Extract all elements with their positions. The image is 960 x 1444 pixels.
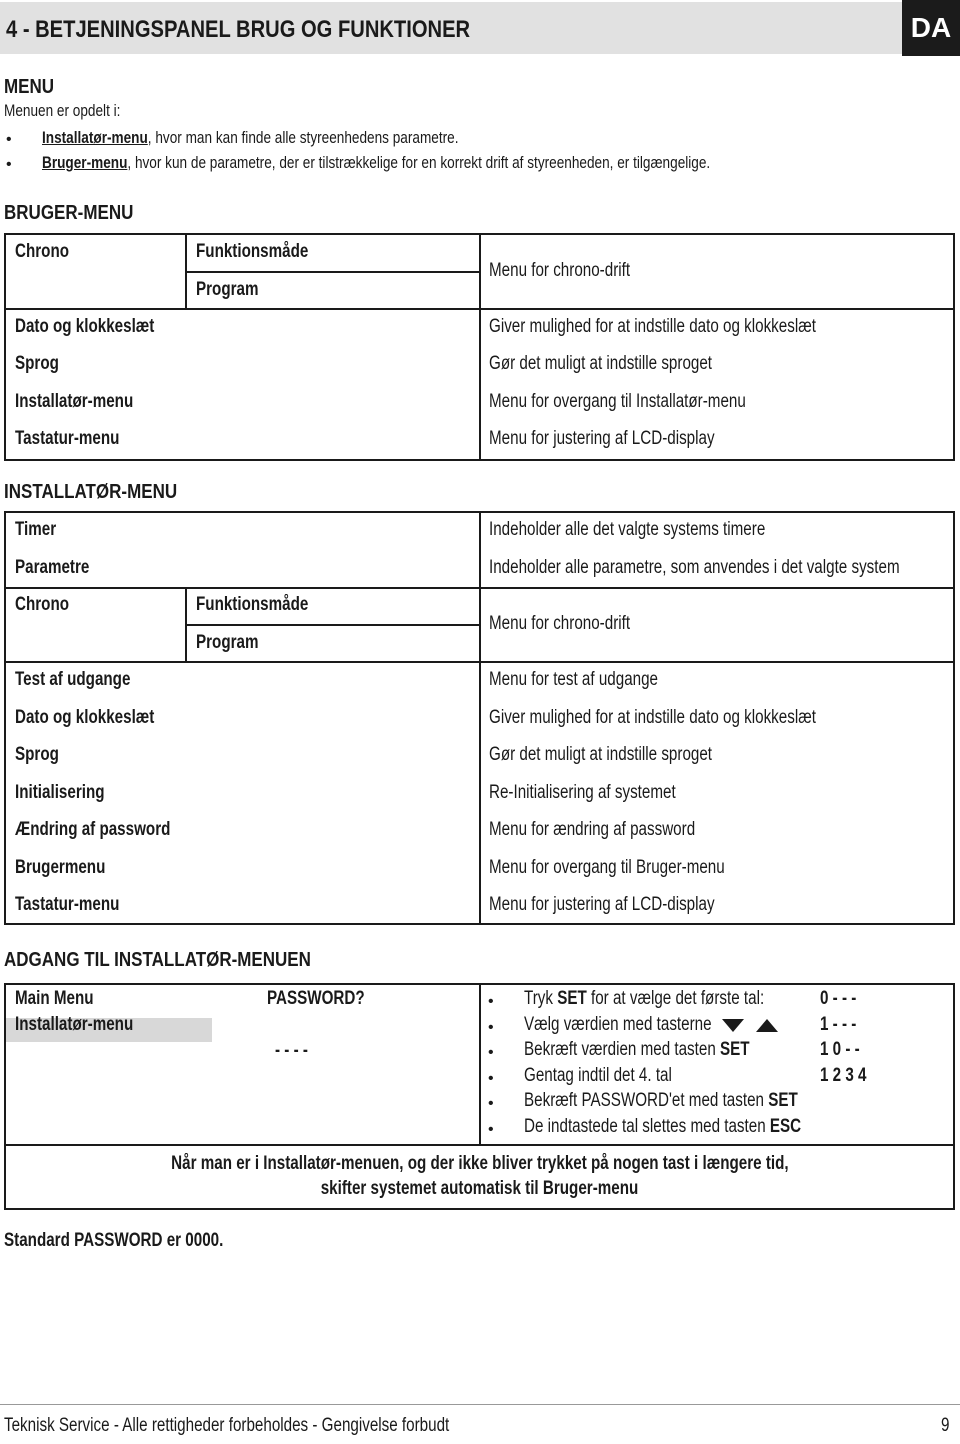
page-number: 9 bbox=[941, 1415, 950, 1436]
bruger-row-desc: Giver mulighed for at indstille dato og klokkeslæt bbox=[489, 316, 816, 337]
bullet-icon: • bbox=[488, 1095, 494, 1112]
installator-menu-item: Installatør-menu bbox=[15, 1014, 134, 1035]
timeout-note-line2: skifter systemet automatisk til Bruger-menu bbox=[320, 1178, 639, 1199]
step-code: 1 - - - bbox=[820, 1014, 857, 1035]
bruger-program: Program bbox=[196, 279, 259, 300]
step-text: Gentag indtil det 4. tal bbox=[524, 1065, 672, 1086]
installator-row-label: Ændring af password bbox=[15, 819, 171, 840]
bruger-chrono-label: Chrono bbox=[15, 241, 70, 262]
installator-row-desc: Gør det muligt at indstille sproget bbox=[489, 744, 713, 765]
step-text: Vælg værdien med tasterne bbox=[524, 1014, 712, 1035]
step-code: 1 0 - - bbox=[820, 1039, 860, 1060]
bruger-chrono-desc: Menu for chrono-drift bbox=[489, 260, 631, 281]
menu-heading: MENU bbox=[4, 76, 55, 98]
step-text: Bekræft PASSWORD'et med tasten SET bbox=[524, 1090, 798, 1111]
step-text: Tryk SET for at vælge det første tal: bbox=[524, 988, 765, 1009]
installator-row-desc: Giver mulighed for at indstille dato og klokkeslæt bbox=[489, 707, 816, 728]
bruger-funktionsmade: Funktionsmåde bbox=[196, 241, 309, 262]
installator-chrono-desc: Menu for chrono-drift bbox=[489, 613, 631, 634]
bruger-row-label: Tastatur-menu bbox=[15, 428, 120, 449]
installator-row-label: Brugermenu bbox=[15, 857, 106, 878]
step-text: De indtastede tal slettes med tasten ESC bbox=[524, 1116, 802, 1137]
step-code: 0 - - - bbox=[820, 988, 857, 1009]
page-title: 4 - BETJENINGSPANEL BRUG OG FUNKTIONER bbox=[6, 16, 471, 43]
menu-item-installator: Installatør-menu, hvor man kan finde alle styreenhedens parametre. bbox=[42, 128, 459, 147]
installator-menu-heading: INSTALLATØR-MENU bbox=[4, 481, 178, 503]
bullet-icon: • bbox=[6, 131, 12, 148]
password-dashes: - - - - bbox=[275, 1040, 308, 1061]
bruger-row-desc: Gør det muligt at indstille sproget bbox=[489, 353, 713, 374]
bruger-row-label: Installatør-menu bbox=[15, 391, 134, 412]
bruger-menu-heading: BRUGER-MENU bbox=[4, 202, 134, 224]
arrow-up-icon bbox=[756, 1018, 778, 1032]
bruger-menu-link[interactable]: Bruger-menu bbox=[42, 153, 128, 172]
page-header bbox=[0, 2, 902, 54]
bruger-row-desc: Menu for overgang til Installatør-menu bbox=[489, 391, 746, 412]
installator-row-desc: Menu for test af udgange bbox=[489, 669, 659, 690]
arrow-down-icon bbox=[722, 1019, 744, 1033]
installator-row-label: Initialisering bbox=[15, 782, 105, 803]
bullet-icon: • bbox=[488, 1019, 494, 1036]
main-menu-label: Main Menu bbox=[15, 988, 94, 1009]
installator-program: Program bbox=[196, 632, 259, 653]
adgang-heading: ADGANG TIL INSTALLATØR-MENUEN bbox=[4, 949, 311, 971]
standard-password-note: Standard PASSWORD er 0000. bbox=[4, 1230, 224, 1251]
installator-funktionsmade: Funktionsmåde bbox=[196, 594, 309, 615]
installator-row-label: Sprog bbox=[15, 744, 59, 765]
bullet-icon: • bbox=[488, 1070, 494, 1087]
password-prompt: PASSWORD? bbox=[267, 988, 365, 1009]
bruger-row-desc: Menu for justering af LCD-display bbox=[489, 428, 715, 449]
installator-row-label: Test af udgange bbox=[15, 669, 131, 690]
menu-intro: Menuen er opdelt i: bbox=[4, 101, 121, 120]
installator-row-desc: Indeholder alle parametre, som anvendes i det valgte system bbox=[489, 557, 900, 578]
language-badge: DA bbox=[902, 0, 960, 56]
step-code: 1 2 3 4 bbox=[820, 1065, 867, 1086]
installator-row-desc: Menu for overgang til Bruger-menu bbox=[489, 857, 725, 878]
installator-row-label: Tastatur-menu bbox=[15, 894, 120, 915]
bruger-row-label: Sprog bbox=[15, 353, 59, 374]
bullet-icon: • bbox=[488, 993, 494, 1010]
timeout-note-line1: Når man er i Installatør-menuen, og der ikke bliver trykket på nogen tast i længere tid, bbox=[170, 1153, 789, 1174]
bullet-icon: • bbox=[6, 156, 12, 173]
menu-item-bruger: Bruger-menu, hvor kun de parametre, der er tilstrækkelige for en korrekt drift af styreenheden, er tilgængelige. bbox=[42, 153, 711, 172]
installator-row-label: Parametre bbox=[15, 557, 90, 578]
installator-row-desc: Indeholder alle det valgte systems timere bbox=[489, 519, 766, 540]
footer-text: Teknisk Service - Alle rettigheder forbeholdes - Gengivelse forbudt bbox=[4, 1415, 450, 1436]
installator-row-desc: Re-Initialisering af systemet bbox=[489, 782, 676, 803]
installator-row-desc: Menu for justering af LCD-display bbox=[489, 894, 715, 915]
installator-row-label: Timer bbox=[15, 519, 57, 540]
installator-row-label: Dato og klokkeslæt bbox=[15, 707, 155, 728]
installator-row-desc: Menu for ændring af password bbox=[489, 819, 696, 840]
installator-menu-link[interactable]: Installatør-menu bbox=[42, 128, 148, 147]
bullet-icon: • bbox=[488, 1121, 494, 1138]
installator-chrono-label: Chrono bbox=[15, 594, 70, 615]
step-text: Bekræft værdien med tasten SET bbox=[524, 1039, 750, 1060]
bullet-icon: • bbox=[488, 1044, 494, 1061]
bruger-row-label: Dato og klokkeslæt bbox=[15, 316, 155, 337]
